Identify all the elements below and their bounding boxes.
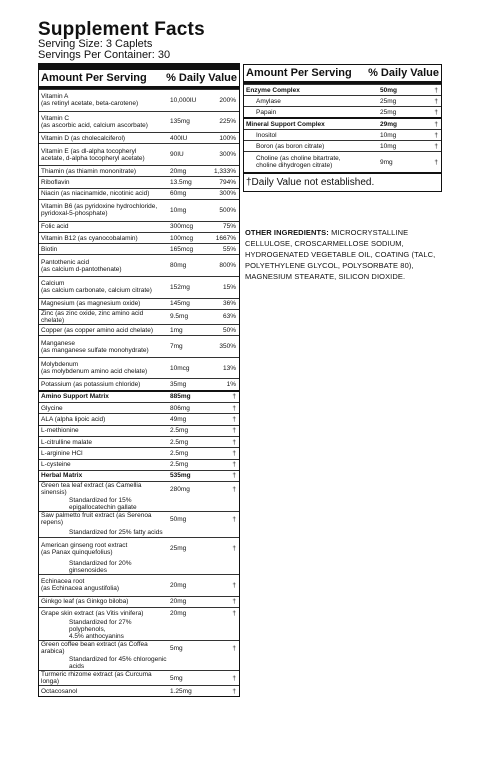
nutrient-row <box>39 481 239 496</box>
nutrient-amount: 50mg <box>380 86 397 94</box>
nutrient-name: Magnesium (as magnesium oxide) <box>41 300 141 308</box>
nutrient-daily-value: 1667% <box>215 234 236 242</box>
nutrient-daily-value: † <box>232 581 236 589</box>
nutrient-daily-value: † <box>232 438 236 446</box>
nutrient-amount: 20mg <box>170 598 187 606</box>
nutrient-daily-value: 500% <box>219 206 236 214</box>
nutrient-daily-value: 1,333% <box>213 167 236 175</box>
nutrient-row <box>39 640 239 655</box>
nutrient-daily-value: 300% <box>219 190 236 198</box>
nutrient-amount: 145mg <box>170 300 190 308</box>
left-table-header <box>39 70 239 89</box>
nutrient-name: Amino Support Matrix <box>41 393 109 401</box>
nutrient-amount: 2.5mg <box>170 461 189 469</box>
left-rows <box>39 89 239 696</box>
nutrient-amount: 20mg <box>170 167 187 175</box>
serving-size: Serving Size: 3 Caplets <box>38 38 153 50</box>
nutrient-name: Molybdenum (as molybdenum amino acid chelate) <box>41 361 148 376</box>
nutrient-name: Green coffee bean extract (as Coffea arabica) <box>41 641 148 656</box>
nutrient-daily-value: † <box>232 609 236 617</box>
nutrient-name: Boron (as boron citrate) <box>256 142 325 150</box>
nutrient-amount: 5mg <box>170 644 183 652</box>
nutrient-row <box>39 298 239 309</box>
nutrient-name: Riboflavin <box>41 179 70 187</box>
nutrient-name: Standardized for 45% chlorogenic acids <box>69 656 167 671</box>
nutrient-amount: 25mg <box>380 108 397 116</box>
nutrient-daily-value: 100% <box>219 134 236 142</box>
nutrient-daily-value: † <box>434 120 438 128</box>
nutrient-daily-value: 75% <box>222 223 236 231</box>
nutrient-amount: 300mcg <box>170 223 194 231</box>
nutrient-row <box>39 357 239 379</box>
nutrient-daily-value: † <box>434 131 438 139</box>
nutrient-row <box>39 537 239 559</box>
nutrient-name: Niacin (as niacinamide, nicotinic acid) <box>41 190 150 198</box>
nutrient-name: Amylase <box>256 97 281 105</box>
nutrient-name: Octacosanol <box>41 687 78 695</box>
nutrient-name: Vitamin D (as cholecalciferol) <box>41 134 126 142</box>
nutrient-row <box>39 165 239 176</box>
nutrient-amount: 9mg <box>380 158 393 166</box>
nutrient-amount: 49mg <box>170 415 187 423</box>
nutrient-amount: 2.5mg <box>170 438 189 446</box>
nutrient-name: Ginkgo leaf (as Ginkgo biloba) <box>41 598 129 606</box>
nutrient-name: Glycine <box>41 404 63 412</box>
nutrient-amount: 1mg <box>170 326 183 334</box>
nutrient-name: Copper (as copper amino acid chelate) <box>41 326 154 334</box>
nutrient-daily-value: † <box>232 485 236 493</box>
nutrient-amount: 10mg <box>170 206 187 214</box>
nutrient-amount: 20mg <box>170 609 187 617</box>
nutrient-amount: 165mcg <box>170 245 194 253</box>
nutrient-daily-value: † <box>232 674 236 682</box>
footnote: †Daily Value not established. <box>244 172 441 191</box>
nutrient-row <box>39 324 239 335</box>
nutrient-daily-value: 350% <box>219 343 236 351</box>
nutrient-amount: 152mg <box>170 283 190 291</box>
nutrient-daily-value: 63% <box>222 313 236 321</box>
nutrient-daily-value: † <box>232 415 236 423</box>
nutrient-amount: 5mg <box>170 674 183 682</box>
nutrient-row <box>244 106 441 117</box>
nutrient-name: Herbal Matrix <box>41 472 83 480</box>
nutrient-row <box>39 511 239 526</box>
nutrient-row <box>39 459 239 470</box>
nutrient-daily-value: 200% <box>219 96 236 104</box>
nutrient-amount: 806mg <box>170 404 190 412</box>
nutrient-daily-value: 50% <box>222 326 236 334</box>
nutrient-amount: 10mg <box>380 142 397 150</box>
nutrient-amount: 80mg <box>170 262 187 270</box>
nutrient-name: Mineral Support Complex <box>246 120 325 128</box>
other-ingredients <box>245 227 443 282</box>
nutrient-daily-value: † <box>232 393 236 401</box>
nutrient-row <box>39 425 239 436</box>
nutrient-row <box>39 670 239 685</box>
left-table <box>38 69 240 697</box>
nutrient-name: Saw palmetto fruit extract (as Serenoa repens) <box>41 512 152 527</box>
nutrient-name: Papain <box>256 108 277 116</box>
nutrient-name: Thiamin (as thiamin mononitrate) <box>41 167 137 175</box>
nutrient-daily-value: † <box>434 97 438 105</box>
nutrient-daily-value: 55% <box>222 245 236 253</box>
nutrient-daily-value: † <box>232 427 236 435</box>
nutrient-name: Pantothenic acid (as calcium d-pantothenate) <box>41 258 122 273</box>
nutrient-amount: 35mg <box>170 381 187 389</box>
nutrient-name: Standardized for 25% fatty acids <box>69 528 163 536</box>
nutrient-name: Choline (as choline bitartrate, choline dihydrogen citrate) <box>256 155 341 169</box>
nutrient-amount: 10mg <box>380 131 397 139</box>
right-panel <box>243 64 442 192</box>
nutrient-daily-value: 300% <box>219 151 236 159</box>
supplement-facts-panel <box>38 20 240 697</box>
nutrient-amount: 535mg <box>170 472 191 480</box>
nutrient-daily-value: † <box>434 158 438 166</box>
nutrient-amount: 60mg <box>170 190 187 198</box>
nutrient-name: Standardized for 27% polyphenols, 4.5% anthocyanins <box>69 619 132 641</box>
nutrient-daily-value: † <box>232 515 236 523</box>
nutrient-row <box>39 243 239 254</box>
nutrient-amount: 1.25mg <box>170 687 192 695</box>
standardization-row <box>39 655 239 670</box>
nutrient-amount: 50mg <box>170 515 187 523</box>
other-ingredients-label: OTHER INGREDIENTS: <box>245 228 329 237</box>
nutrient-daily-value: † <box>232 687 236 695</box>
nutrient-name: Zinc (as zinc oxide, zinc amino acid chelate) <box>41 309 144 324</box>
nutrient-daily-value: † <box>232 461 236 469</box>
nutrient-row <box>39 574 239 596</box>
nutrient-row <box>244 129 441 140</box>
nutrient-row <box>39 436 239 447</box>
nutrient-row <box>39 199 239 221</box>
right-table <box>243 64 442 192</box>
nutrient-name: Green tea leaf extract (as Camellia sinensis) <box>41 482 142 497</box>
nutrient-name: Calcium (as calcium carbonate, calcium citrate) <box>41 280 152 295</box>
nutrient-daily-value: † <box>434 142 438 150</box>
nutrient-amount: 25mg <box>170 545 187 553</box>
nutrient-name: L-citrulline malate <box>41 438 92 446</box>
nutrient-row <box>39 335 239 357</box>
nutrient-row <box>39 232 239 243</box>
nutrient-daily-value: 794% <box>219 179 236 187</box>
nutrient-daily-value: † <box>232 598 236 606</box>
nutrient-row <box>39 176 239 187</box>
nutrient-row <box>39 188 239 199</box>
nutrient-name: L-cysteine <box>41 461 71 469</box>
nutrient-name: Vitamin B6 (as pyridoxine hydrochloride, pyridoxal-5-phosphate) <box>41 203 158 218</box>
nutrient-row <box>39 89 239 111</box>
nutrient-amount: 25mg <box>380 97 397 105</box>
nutrient-amount: 10mcg <box>170 364 190 372</box>
nutrient-amount: 7mg <box>170 343 183 351</box>
nutrient-daily-value: † <box>232 472 236 480</box>
nutrient-name: L-methionine <box>41 427 79 435</box>
nutrient-daily-value: † <box>434 108 438 116</box>
nutrient-daily-value: † <box>232 449 236 457</box>
standardization-row <box>39 618 239 640</box>
nutrient-row <box>244 140 441 151</box>
nutrient-name: L-arginine HCl <box>41 449 83 457</box>
nutrient-daily-value: † <box>232 404 236 412</box>
nutrient-daily-value: † <box>434 86 438 94</box>
group-row <box>39 470 239 481</box>
nutrient-daily-value: 15% <box>222 283 236 291</box>
header-dv: % Daily Value <box>166 72 237 84</box>
nutrient-amount: 400IU <box>170 134 188 142</box>
nutrient-amount: 2.5mg <box>170 449 189 457</box>
nutrient-name: Manganese (as manganese sulfate monohydrate) <box>41 339 149 354</box>
nutrient-row <box>39 607 239 618</box>
nutrient-name: Vitamin E (as dl-alpha tocopheryl acetate, d-alpha tocopheryl acetate) <box>41 147 145 162</box>
header-amount: Amount Per Serving <box>41 72 147 84</box>
nutrient-name: Folic acid <box>41 223 69 231</box>
nutrient-row <box>39 402 239 413</box>
nutrient-amount: 2.5mg <box>170 427 189 435</box>
nutrient-daily-value: 13% <box>222 364 236 372</box>
nutrient-amount: 135mg <box>170 118 190 126</box>
nutrient-name: Grape skin extract (as Vitis vinifera) <box>41 609 144 617</box>
nutrient-row <box>39 413 239 424</box>
nutrient-name: Biotin <box>41 245 58 253</box>
nutrient-amount: 13.5mg <box>170 179 192 187</box>
nutrient-daily-value: † <box>232 644 236 652</box>
servings-per-container: Servings Per Container: 30 <box>38 49 171 61</box>
other-ingredients-text: MICROCRYSTALLINE CELLULOSE, CROSCARMELLOSE SODIUM, HYDROGENATED VEGETABLE OIL, COATING (TALC, POLYETHYLENE GLYCOL, POLYSORBATE 80), MAGNESIUM STEARATE, SILICON DIOXIDE. <box>245 228 436 281</box>
nutrient-name: Potassium (as potassium chloride) <box>41 381 141 389</box>
standardization-row <box>39 496 239 511</box>
panel-title: Supplement Facts <box>38 19 205 40</box>
nutrient-name: American ginseng root extract (as Panax quinquefolius) <box>41 541 128 556</box>
nutrient-row <box>39 221 239 232</box>
nutrient-row <box>244 151 441 172</box>
nutrient-daily-value: 225% <box>219 118 236 126</box>
nutrient-amount: 100mcg <box>170 234 194 242</box>
nutrient-daily-value: 800% <box>219 262 236 270</box>
nutrient-amount: 10,000IU <box>170 96 197 104</box>
nutrient-row <box>39 596 239 607</box>
standardization-row <box>39 526 239 537</box>
nutrient-name: ALA (alpha lipoic acid) <box>41 415 106 423</box>
nutrient-row <box>39 276 239 298</box>
right-table-header <box>244 65 441 84</box>
nutrient-row <box>39 378 239 389</box>
nutrient-row <box>39 685 239 696</box>
standardization-row <box>39 559 239 574</box>
nutrient-amount: 280mg <box>170 485 190 493</box>
right-rows <box>244 84 441 172</box>
nutrient-row <box>39 254 239 276</box>
nutrient-daily-value: † <box>232 545 236 553</box>
nutrient-name: Inositol <box>256 131 277 139</box>
nutrient-row <box>39 143 239 165</box>
nutrient-name: Enzyme Complex <box>246 86 300 94</box>
nutrient-name: Vitamin A (as retinyl acetate, beta-carotene) <box>41 93 139 108</box>
nutrient-amount: 885mg <box>170 393 191 401</box>
nutrient-name: Vitamin C (as ascorbic acid, calcium ascorbate) <box>41 114 148 129</box>
nutrient-amount: 9.5mg <box>170 313 189 321</box>
nutrient-row <box>39 447 239 458</box>
nutrient-name: Echinacea root (as Echinacea angustifolia) <box>41 578 120 593</box>
group-row <box>39 390 239 402</box>
header-dv-right: % Daily Value <box>368 67 439 79</box>
group-row <box>244 84 441 95</box>
nutrient-row <box>39 309 239 324</box>
nutrient-name: Vitamin B12 (as cyanocobalamin) <box>41 234 138 242</box>
nutrient-amount: 90IU <box>170 151 184 159</box>
nutrient-name: Turmeric rhizome extract (as Curcuma longa) <box>41 671 152 686</box>
nutrient-amount: 29mg <box>380 120 397 128</box>
nutrient-daily-value: 1% <box>226 381 236 389</box>
nutrient-name: Standardized for 15% epigallocatechin gallate <box>69 497 137 512</box>
nutrient-row <box>39 111 239 133</box>
nutrient-daily-value: 36% <box>222 300 236 308</box>
nutrient-name: Standardized for 20% ginsenosides <box>69 559 132 574</box>
nutrient-row <box>244 95 441 106</box>
header-amount-right: Amount Per Serving <box>246 67 352 79</box>
nutrient-row <box>39 132 239 143</box>
group-row <box>244 117 441 129</box>
nutrient-amount: 20mg <box>170 581 187 589</box>
